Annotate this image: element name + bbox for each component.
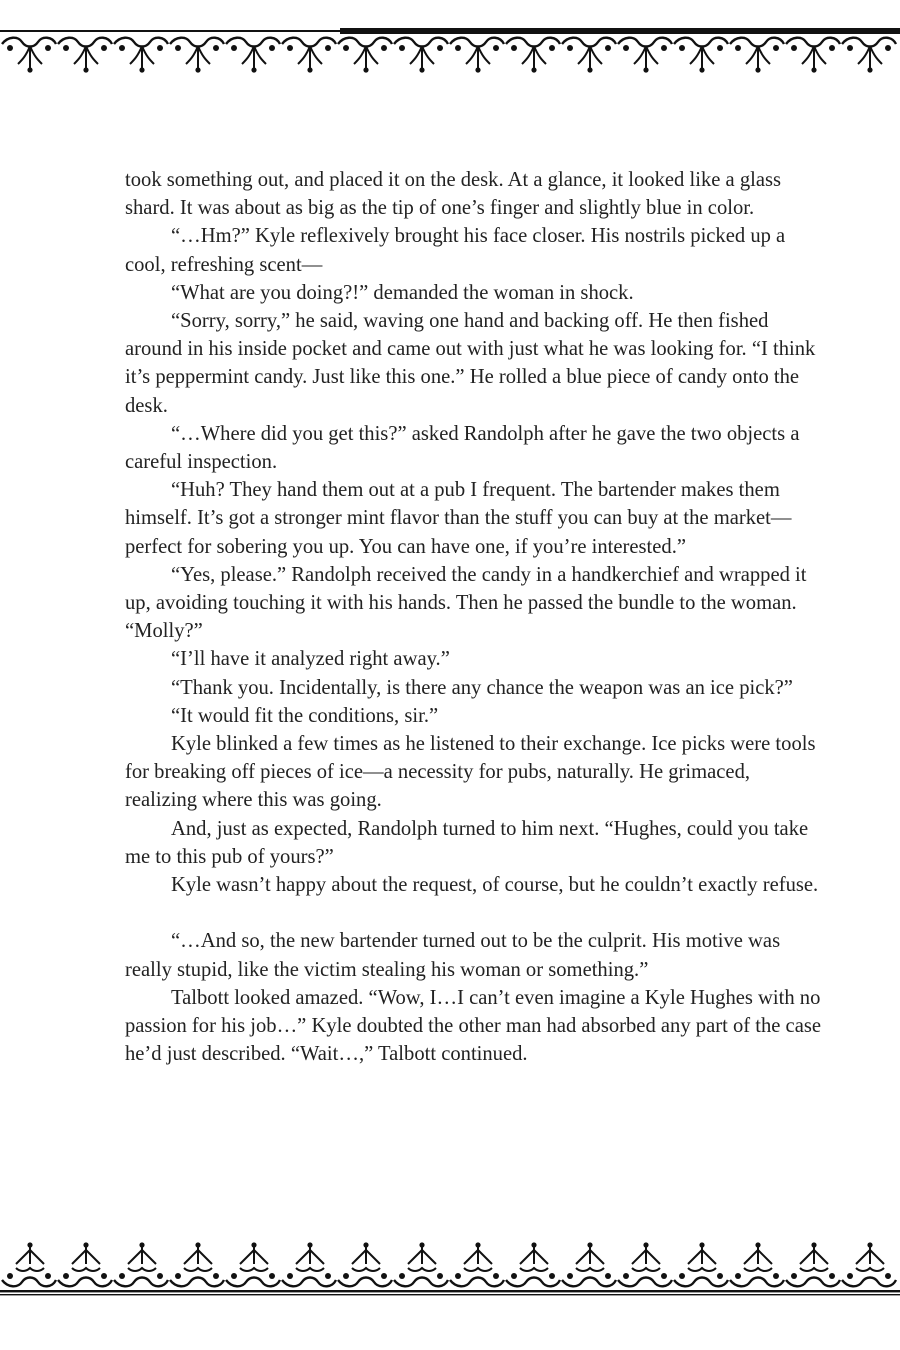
paragraph: Kyle blinked a few times as he listened to their exchange. Ice picks were tools for breaking off pieces of ice—a necessity for pubs, naturally. He grimaced, realizing where this was going. (125, 733, 816, 812)
scene-break (125, 899, 825, 927)
bottom-ornamental-border (0, 1240, 900, 1298)
top-ornamental-border (0, 28, 900, 76)
paragraph: “I’ll have it analyzed right away.” (171, 648, 450, 671)
paragraph: “…Where did you get this?” asked Randolph after he gave the two objects a careful inspection. (125, 422, 800, 474)
paragraph: “…Hm?” Kyle reflexively brought his face closer. His nostrils picked up a cool, refreshing scent— (125, 225, 786, 276)
paragraph: And, just as expected, Randolph turned to him next. “Hughes, could you take me to this pub of yours?” (125, 817, 809, 868)
paragraph: “Sorry, sorry,” he said, waving one hand and backing off. He then fished around in his inside pocket and came out with just what he was looking for. “I think it’s peppermint candy. Just like this one.” He rolled a blue piece of candy onto the desk. (125, 310, 816, 417)
paragraph: “Yes, please.” Randolph received the candy in a handkerchief and wrapped it up, avoiding touching it with his hands. Then he passed the bundle to the woman. “Molly?” (125, 563, 807, 643)
paragraph: “It would fit the conditions, sir.” (171, 704, 439, 727)
paragraph: “…And so, the new bartender turned out to be the culprit. His motive was really stupid, like the victim stealing his woman or something.” (125, 930, 781, 981)
paragraph: “Thank you. Incidentally, is there any chance the weapon was an ice pick?” (171, 676, 793, 699)
paragraph: took something out, and placed it on the desk. At a glance, it looked like a glass shard. It was about as big as the tip of one’s finger and slightly blue in color. (125, 169, 782, 220)
paragraph: “What are you doing?!” demanded the woman in shock. (171, 281, 634, 304)
paragraph: “Huh? They hand them out at a pub I frequent. The bartender makes them himself. It’s got a stronger mint flavor than the stuff you can buy at the market—perfect for sobering you up. You can have one, if you’re interested.” (125, 479, 792, 558)
paragraph: Kyle wasn’t happy about the request, of course, but he couldn’t exactly refuse. (171, 874, 819, 897)
paragraph: Talbott looked amazed. “Wow, I…I can’t even imagine a Kyle Hughes with no passion for his job…” Kyle doubted the other man had absorbed any part of the case he’d just described. “Wait…,” Talbott continued. (125, 986, 821, 1066)
page-body-text (125, 166, 825, 1068)
